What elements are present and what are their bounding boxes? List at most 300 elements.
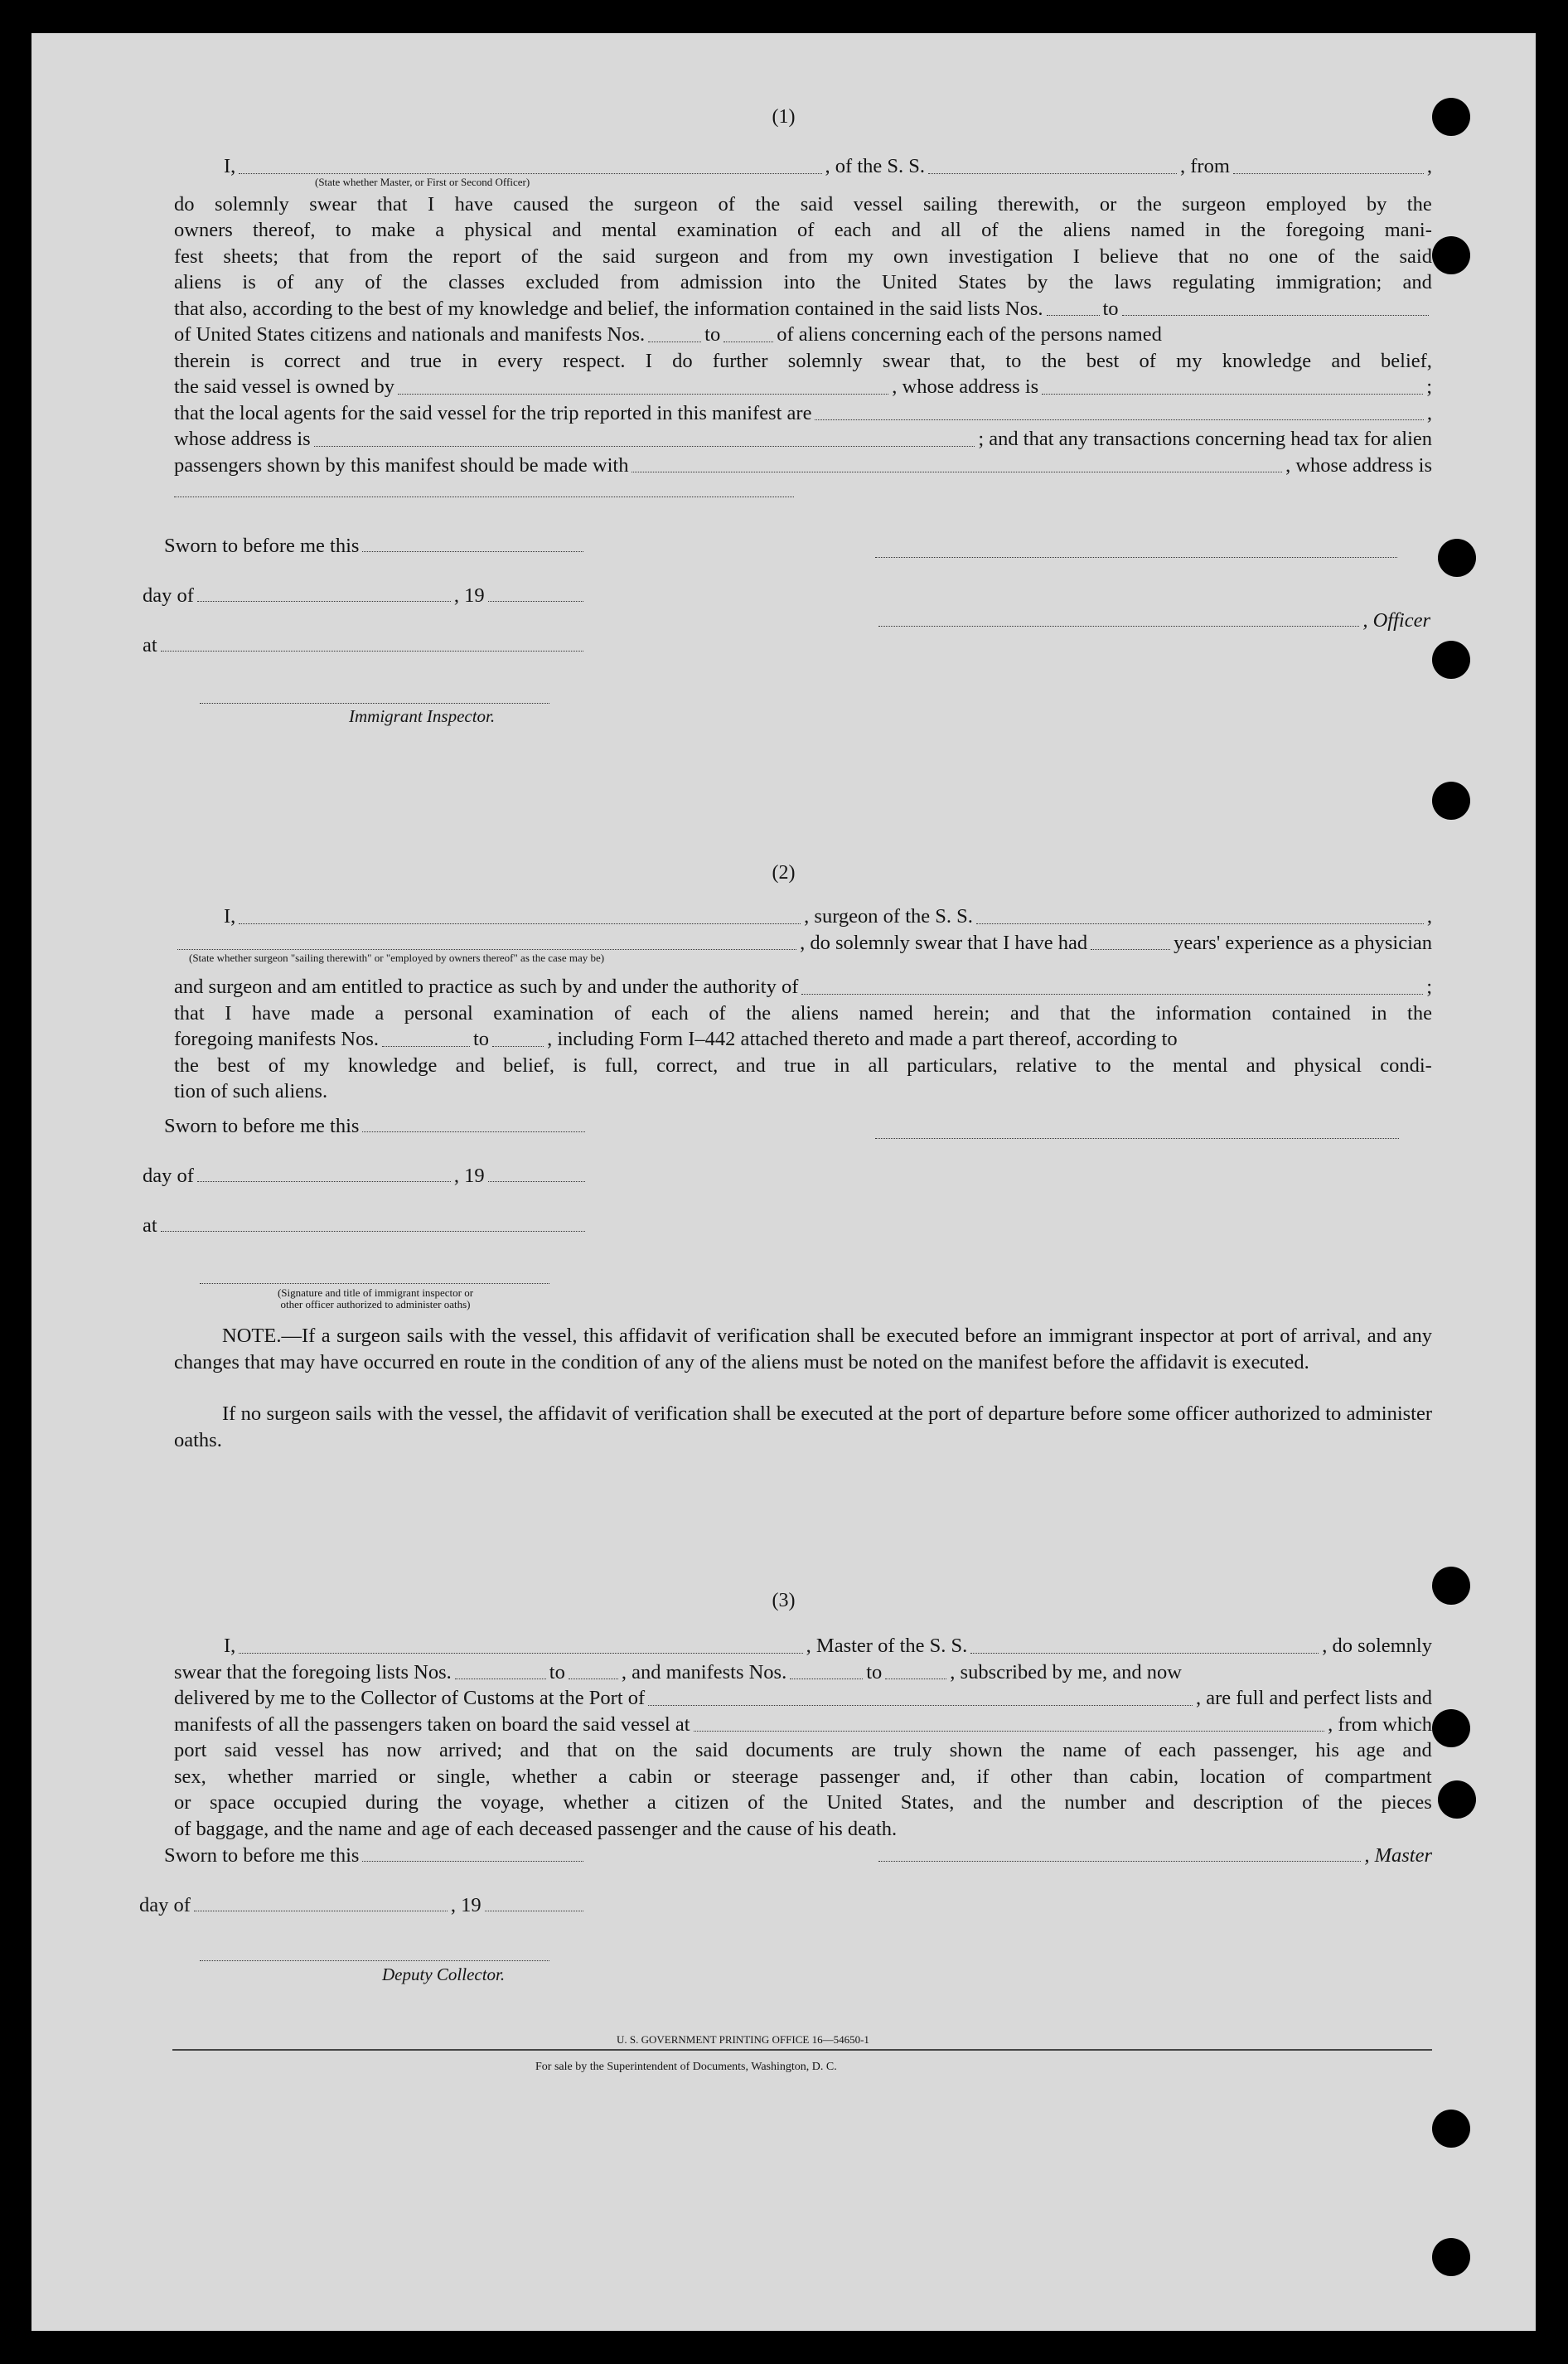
word: classes: [448, 271, 506, 293]
word: the: [1354, 245, 1380, 268]
label: ,: [1426, 155, 1432, 177]
punch-hole: [1432, 2110, 1470, 2148]
word: and: [455, 1054, 485, 1077]
word: the: [783, 1791, 808, 1814]
word: and: [361, 349, 390, 372]
port-field[interactable]: [648, 1705, 1193, 1706]
word: swear: [309, 192, 357, 216]
word: passenger: [820, 1765, 900, 1788]
word: best: [1086, 349, 1120, 372]
sworn-line: [164, 1115, 588, 1138]
master-name-field[interactable]: [239, 1653, 802, 1654]
word: physical: [1294, 1054, 1362, 1077]
word: and: [736, 1054, 766, 1077]
word: sheets;: [223, 245, 279, 268]
section-3-affidavit: [174, 1633, 1432, 1842]
word: cabin: [628, 1765, 673, 1788]
word: of: [718, 192, 735, 216]
year-field[interactable]: [488, 1181, 585, 1182]
word: the: [1111, 1001, 1135, 1025]
word: by: [1366, 192, 1387, 216]
collector-signature-field[interactable]: [200, 1960, 549, 1961]
word: of: [365, 271, 382, 293]
punch-hole: [1432, 2238, 1470, 2276]
word: and: [552, 219, 582, 241]
word: true: [409, 349, 442, 372]
word: a: [375, 1001, 385, 1025]
word: said: [800, 192, 834, 216]
word: personal: [404, 1001, 473, 1025]
word: information: [1155, 1001, 1252, 1025]
word: a: [598, 1765, 607, 1788]
word: the: [1129, 1054, 1154, 1077]
word: the: [746, 1001, 772, 1025]
text-line: [174, 1764, 1432, 1790]
word: cabin,: [1129, 1765, 1179, 1788]
label: foregoing manifests Nos.: [174, 1028, 379, 1050]
word: vessel: [853, 192, 903, 216]
label: Sworn to before me this: [164, 535, 360, 557]
word: in: [1371, 1001, 1387, 1025]
word: occupied: [273, 1791, 347, 1814]
word: contained: [1271, 1001, 1351, 1025]
word: made: [310, 1001, 355, 1025]
sworn-date-field[interactable]: [362, 1131, 585, 1132]
inspector-caption: Immigrant Inspector.: [349, 706, 496, 726]
word: physical: [464, 219, 533, 241]
contact-address-field[interactable]: [174, 488, 794, 497]
word: or: [174, 1791, 191, 1814]
word: foregoing: [1285, 219, 1365, 241]
word: whether: [563, 1791, 629, 1814]
word: that: [1059, 1001, 1091, 1025]
label: and surgeon and am entitled to practice as such by and under the authority of: [174, 976, 799, 998]
master-signature-field[interactable]: [878, 1861, 1361, 1862]
label: , including Form I–442 attached thereto and made a part thereof, according to: [547, 1028, 1178, 1050]
word: swear: [882, 349, 930, 372]
word: believe: [1099, 245, 1159, 268]
word: of: [520, 245, 539, 268]
officer-title-field[interactable]: [878, 626, 1359, 627]
word: I: [645, 349, 652, 372]
ship-name-field[interactable]: [970, 1653, 1319, 1654]
section-2-affidavit: [174, 903, 1432, 1105]
word: the: [1041, 349, 1067, 372]
word: to: [335, 219, 351, 241]
word: from: [348, 245, 389, 268]
word: every: [497, 349, 543, 372]
label: passengers shown by this manifest should be made with: [174, 453, 629, 477]
word: relative: [1015, 1054, 1077, 1077]
word: true: [783, 1054, 816, 1077]
word: employed: [1266, 192, 1347, 216]
officer-signature-field[interactable]: [200, 1283, 549, 1284]
word: married: [314, 1765, 378, 1788]
word: each: [1159, 1739, 1197, 1761]
label: , Master: [1364, 1844, 1432, 1867]
signature-caption: [206, 1287, 545, 1310]
status-hint: (State whether surgeon "sailing therewith" or "employed by owners thereof" as the case may be): [189, 952, 605, 964]
month-field[interactable]: [197, 1181, 451, 1182]
punch-hole: [1438, 539, 1476, 577]
word: shown: [949, 1739, 1003, 1761]
section-3-number: (3): [772, 1590, 796, 1611]
word: in: [1204, 219, 1221, 241]
word: is: [242, 271, 256, 293]
label: that also, according to the best of my knowledge and belief, the information contained in the said lists Nos.: [174, 297, 1043, 320]
word: mani-: [1384, 219, 1432, 241]
word: laws: [1114, 271, 1152, 293]
boarding-port-field[interactable]: [694, 1731, 1325, 1732]
word: respect.: [562, 349, 626, 372]
label: at: [143, 634, 157, 656]
word: solemnly: [787, 349, 863, 372]
label: , 19: [450, 1894, 482, 1916]
word: said: [1399, 245, 1432, 268]
text-line: [174, 217, 1432, 244]
sworn-line: [164, 535, 587, 558]
word: have: [251, 1001, 291, 1025]
ship-name-field[interactable]: [928, 173, 1177, 174]
word: his: [1315, 1739, 1339, 1761]
word: the: [1068, 271, 1094, 293]
text-line: [174, 191, 1432, 218]
punch-hole: [1438, 1780, 1476, 1819]
word: and: [738, 245, 769, 268]
text-line: [174, 348, 1432, 375]
word: name: [1062, 1739, 1107, 1761]
manifests-from-field[interactable]: [382, 1046, 470, 1047]
label: , whose address is: [1285, 453, 1432, 477]
word: location: [1199, 1765, 1266, 1788]
word: than: [1073, 1765, 1109, 1788]
label: , are full and perfect lists and: [1195, 1687, 1432, 1709]
rank-hint: (State whether Master, or First or Second Officer): [315, 175, 530, 188]
word: no: [1228, 245, 1249, 268]
word: now: [386, 1739, 422, 1761]
label: , do solemnly swear that I have had: [800, 931, 1088, 954]
word: belief,: [1381, 349, 1432, 372]
label: whose address is: [174, 428, 311, 450]
word: steerage: [732, 1765, 799, 1788]
word: further: [712, 349, 768, 372]
word: is: [573, 1054, 587, 1077]
month-field[interactable]: [197, 601, 451, 602]
footer-rule: [172, 2049, 1432, 2051]
manifests-to-field[interactable]: [492, 1046, 544, 1047]
word: of: [981, 219, 999, 241]
word: the: [1020, 1739, 1045, 1761]
word: description: [1193, 1791, 1284, 1814]
label: Sworn to before me this: [164, 1844, 360, 1867]
word: each: [651, 1001, 689, 1025]
place-field[interactable]: [161, 1231, 585, 1232]
word: aliens: [791, 1001, 839, 1025]
word: into: [783, 271, 815, 293]
word: I: [1072, 245, 1080, 268]
word: and: [1246, 1054, 1276, 1077]
word: and: [520, 1739, 549, 1761]
word: do: [174, 192, 195, 216]
word: correct,: [656, 1054, 719, 1077]
word: that: [376, 192, 408, 216]
word: voyage,: [480, 1791, 544, 1814]
word: I: [225, 1001, 232, 1025]
word: sailing: [922, 192, 978, 216]
from-port-field[interactable]: [1233, 173, 1424, 174]
ship-name-field[interactable]: [976, 923, 1424, 924]
word: the: [755, 192, 781, 216]
word: by: [1027, 271, 1048, 293]
word: on: [615, 1739, 636, 1761]
word: of: [613, 1001, 632, 1025]
text-line: [174, 1737, 1432, 1764]
word: the: [1407, 1001, 1432, 1025]
word: if: [976, 1765, 990, 1788]
surgeon-status-field[interactable]: [177, 949, 796, 950]
form-page: [31, 33, 1536, 2331]
word: investigation: [948, 245, 1053, 268]
word: therewith,: [997, 192, 1080, 216]
word: are: [851, 1739, 876, 1761]
label: at: [143, 1214, 157, 1237]
label: day of: [143, 1165, 194, 1187]
surgeon-signature-field[interactable]: [875, 1138, 1399, 1139]
label: delivered by me to the Collector of Customs at the Port of: [174, 1687, 646, 1709]
word: or: [1099, 192, 1117, 216]
word: fest: [174, 245, 204, 268]
lists-from-field[interactable]: [1047, 315, 1100, 316]
word: knowledge: [1222, 349, 1312, 372]
word: that: [298, 245, 329, 268]
agents-field[interactable]: [815, 419, 1423, 420]
word: of: [1302, 1791, 1319, 1814]
word: from: [620, 271, 660, 293]
word: own: [893, 245, 929, 268]
year-field[interactable]: [488, 601, 583, 602]
word: condi-: [1380, 1054, 1432, 1077]
word: my: [847, 245, 874, 268]
word: said: [603, 245, 636, 268]
word: from: [788, 245, 828, 268]
text-line: [174, 244, 1432, 270]
punch-hole: [1432, 641, 1470, 679]
sworn-date-field[interactable]: [362, 551, 583, 552]
word: the: [1406, 192, 1432, 216]
word: solemnly: [214, 192, 289, 216]
text-line: [174, 269, 1432, 296]
word: United: [826, 1791, 883, 1814]
word: of: [1318, 245, 1335, 268]
label: years' experience as a physician: [1174, 931, 1432, 954]
word: a: [646, 1791, 656, 1814]
label: to: [1102, 297, 1119, 320]
word: the: [1136, 192, 1162, 216]
label: to: [549, 1660, 565, 1683]
word: make: [370, 219, 416, 241]
word: the: [1338, 1791, 1363, 1814]
day-line: [143, 584, 587, 608]
word: States,: [900, 1791, 955, 1814]
word: or: [694, 1765, 711, 1788]
word: and: [972, 1791, 1003, 1814]
punch-hole: [1432, 1709, 1470, 1747]
word: vessel: [274, 1739, 325, 1761]
word: to: [1005, 349, 1022, 372]
word: full,: [604, 1054, 638, 1077]
word: have: [454, 192, 493, 216]
word: the: [408, 245, 433, 268]
word: the: [1018, 219, 1043, 241]
word: particulars,: [907, 1054, 998, 1077]
agents-address-field[interactable]: [314, 446, 975, 447]
word: the: [588, 192, 614, 216]
label: , Master of the S. S.: [806, 1635, 968, 1657]
word: or: [398, 1765, 416, 1788]
label: , 19: [453, 584, 485, 607]
word: caused: [513, 192, 569, 216]
label: (Signature and title of immigrant inspector or: [277, 1286, 474, 1299]
word: examination: [493, 1001, 594, 1025]
authority-field[interactable]: [801, 994, 1423, 995]
word: space: [209, 1791, 255, 1814]
word: and,: [921, 1765, 956, 1788]
label: I,: [224, 905, 236, 928]
label: swear that the foregoing lists Nos.: [174, 1660, 452, 1683]
inspector-signature-field[interactable]: [200, 703, 549, 704]
label: manifests of all the passengers taken on board the said vessel at: [174, 1712, 690, 1736]
text-line: [174, 1078, 1432, 1105]
label: of aliens concerning each of the persons named: [777, 323, 1162, 346]
section-1-number: (1): [772, 106, 796, 128]
label: , whose address is: [892, 375, 1039, 398]
word: the: [652, 1739, 678, 1761]
word: compartment: [1324, 1765, 1432, 1788]
at-line: [143, 634, 587, 657]
word: of: [1139, 349, 1156, 372]
word: named: [859, 1001, 913, 1025]
label: Sworn to before me this: [164, 1115, 360, 1137]
word: the: [1020, 1791, 1046, 1814]
punch-hole: [1432, 782, 1470, 820]
label: day of: [143, 584, 194, 607]
word: do: [672, 349, 693, 372]
collector-caption: Deputy Collector.: [382, 1964, 506, 1984]
word: in: [462, 349, 478, 372]
years-field[interactable]: [1091, 949, 1170, 950]
word: that: [174, 1001, 205, 1025]
master-line: [875, 1844, 1432, 1867]
word: port: [174, 1739, 207, 1761]
day-line: [143, 1165, 588, 1188]
day-line: [139, 1894, 587, 1917]
label: ;: [1426, 375, 1432, 398]
label: , surgeon of the S. S.: [804, 905, 973, 928]
label: , and manifests Nos.: [621, 1660, 787, 1683]
word: knowledge: [347, 1054, 438, 1077]
label: to: [866, 1660, 883, 1683]
word: all: [941, 219, 961, 241]
word: single,: [436, 1765, 491, 1788]
label: tion of such aliens.: [174, 1080, 328, 1102]
word: and: [1145, 1791, 1175, 1814]
word: one: [1268, 245, 1299, 268]
word: is: [250, 349, 264, 372]
label: ,: [1426, 401, 1432, 424]
word: of: [268, 1054, 286, 1077]
owner-field[interactable]: [398, 394, 888, 395]
word: whether: [511, 1765, 578, 1788]
word: and: [891, 219, 922, 241]
word: my: [303, 1054, 330, 1077]
owner-address-field[interactable]: [1042, 394, 1423, 395]
label: day of: [139, 1894, 191, 1916]
word: of: [276, 271, 294, 293]
officer-signature-field[interactable]: [875, 557, 1397, 558]
label: other officer authorized to administer oaths): [280, 1298, 471, 1310]
note-paragraph: If no surgeon sails with the vessel, the affidavit of verification shall be executed at the port of departure before some officer authorized to administer oaths.: [174, 1402, 1432, 1451]
label: I,: [224, 155, 236, 177]
word: said: [694, 1739, 728, 1761]
word: passenger,: [1213, 1739, 1299, 1761]
label: , of the S. S.: [825, 155, 925, 177]
word: said: [224, 1739, 258, 1761]
label: of United States citizens and nationals and manifests Nos.: [174, 323, 646, 346]
text-line: [174, 1816, 1432, 1843]
label: I,: [224, 1635, 236, 1657]
word: thereof,: [252, 219, 316, 241]
word: and: [1402, 271, 1432, 293]
note-paragraph: NOTE.—If a surgeon sails with the vessel, this affidavit of verification shall be executed before an immigrant inspector at port of arrival, and any changes that may have occurred en route in the condition of any of the aliens must be noted on the manifest before the affidavit is executed.: [174, 1325, 1432, 1373]
place-field[interactable]: [161, 651, 583, 652]
word: pieces: [1381, 1791, 1432, 1814]
word: mental: [601, 219, 657, 241]
word: surgeon: [633, 192, 699, 216]
label: to: [473, 1028, 490, 1050]
word: named: [1130, 219, 1185, 241]
label: , subscribed by me, and now: [950, 1660, 1182, 1683]
lists-to-field[interactable]: [1122, 315, 1429, 316]
word: and: [1402, 1739, 1432, 1761]
word: the: [174, 1054, 199, 1077]
word: belief,: [503, 1054, 555, 1077]
officer-name-field[interactable]: [239, 173, 821, 174]
word: that,: [950, 349, 986, 372]
word: the: [558, 245, 583, 268]
label: ;: [1426, 976, 1432, 998]
word: a: [435, 219, 445, 241]
word: therein: [174, 349, 231, 372]
word: of: [1286, 1765, 1304, 1788]
label: ,: [1426, 905, 1432, 928]
word: immigration;: [1275, 271, 1382, 293]
label: to: [704, 323, 721, 346]
word: admission: [680, 271, 763, 293]
word: correct: [283, 349, 341, 372]
label: of baggage, and the name and age of each deceased passenger and the cause of his death.: [174, 1817, 898, 1840]
surgeon-name-field[interactable]: [239, 923, 801, 924]
label: , 19: [453, 1165, 485, 1187]
sworn-date-field[interactable]: [362, 1861, 583, 1862]
word: United: [882, 271, 937, 293]
word: examination: [676, 219, 777, 241]
label: the said vessel is owned by: [174, 375, 395, 398]
label: , do solemnly: [1322, 1635, 1432, 1657]
word: that: [1178, 245, 1209, 268]
word: whether: [227, 1765, 293, 1788]
word: surgeon: [655, 245, 719, 268]
word: the: [437, 1791, 462, 1814]
